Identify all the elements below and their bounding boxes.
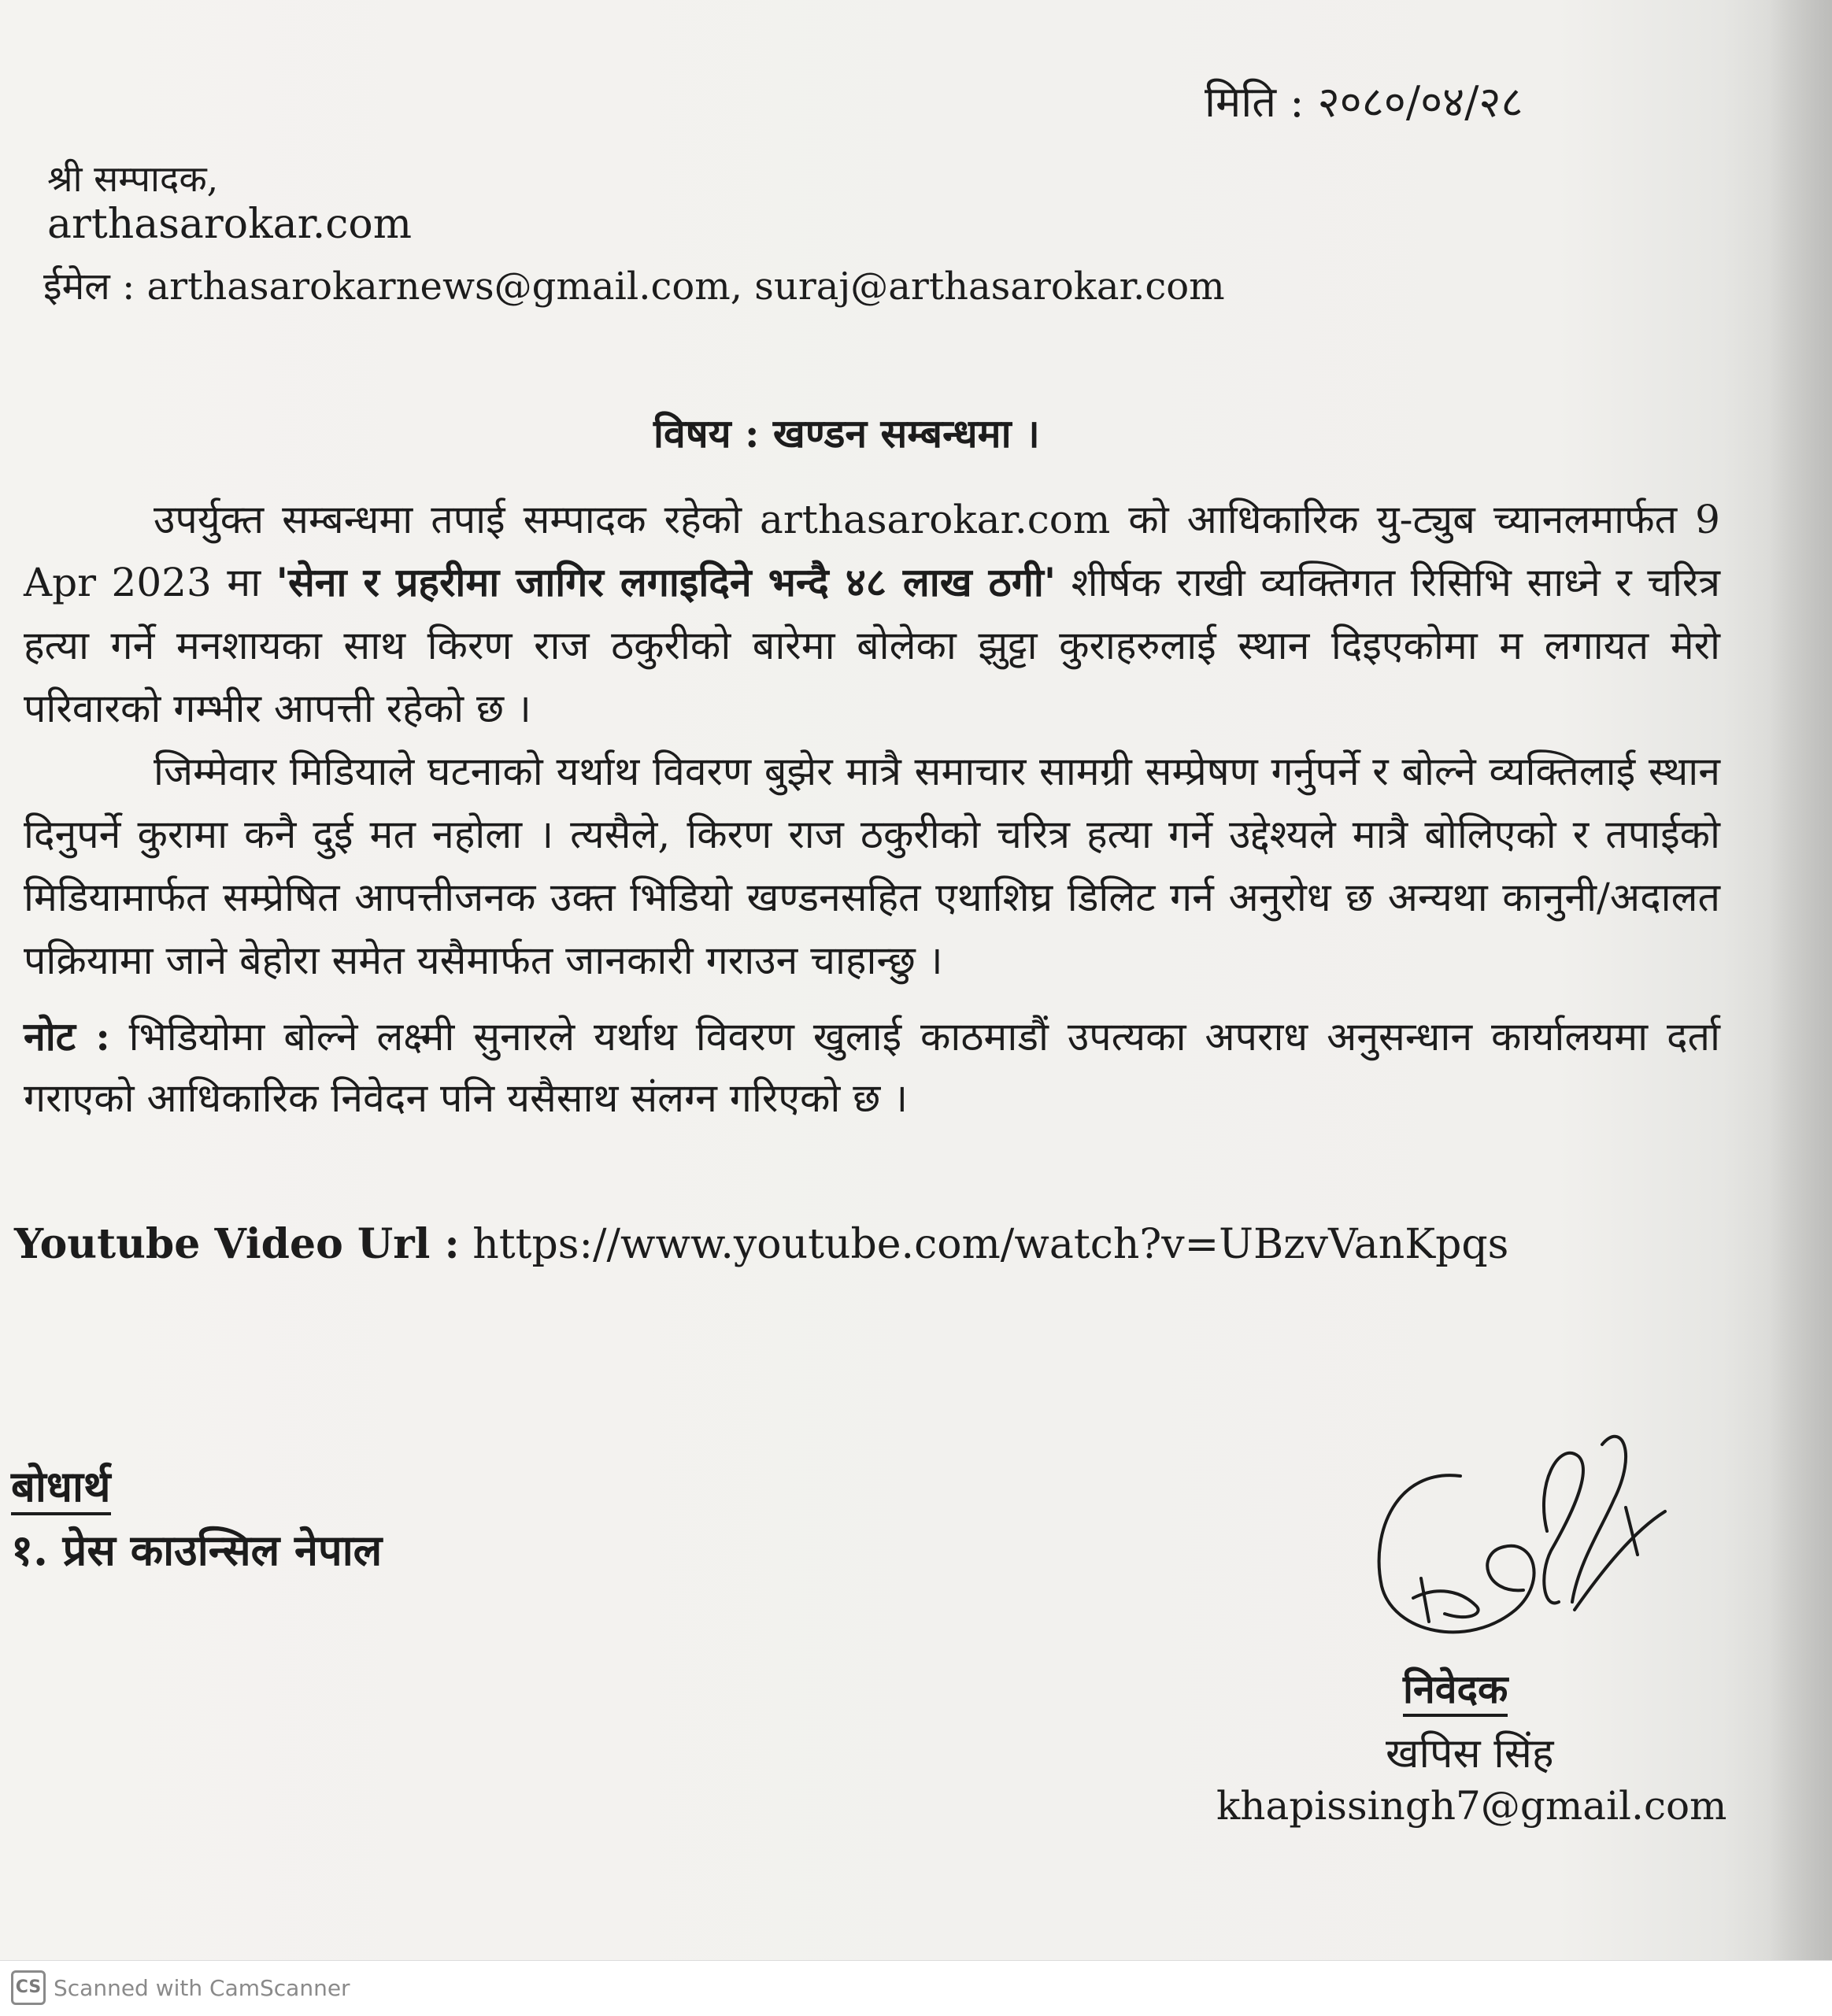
signatory-title: निवेदक	[1403, 1665, 1508, 1717]
camscanner-footer	[0, 1960, 1832, 2016]
paragraph-1-intro: उपर्युक्त सम्बन्धमा तपाई सम्पादक रहेको arthasarokar.com को आधिकारिक यु-ट्युब च्यानलमार्फत 9 Apr 2023 मा	[24, 497, 1720, 605]
note-text: भिडियोमा बोल्ने लक्ष्मी सुनारले यर्थाथ विवरण खुलाई काठमाडौं उपत्यका अपराध अनुसन्धान कार्यालयमा दर्ता गराएको आधिकारिक निवेदन पनि यसैसाथ संलग्न गरिएको छ ।	[24, 1014, 1720, 1121]
letter-subject: विषय : खण्डन सम्बन्धमा ।	[653, 410, 1040, 457]
recipient-salutation: श्री सम्पादक,	[47, 157, 219, 200]
letter-date: मिति : २०८०/०४/२८	[1205, 77, 1523, 127]
signatory-email: khapissingh7@gmail.com	[1216, 1783, 1727, 1829]
recipient-website: arthasarokar.com	[47, 201, 413, 248]
scan-shadow-edge	[1769, 0, 1832, 1960]
camscanner-logo-icon: CS	[11, 1970, 46, 2005]
video-title-quote: 'सेना र प्रहरीमा जागिर लगाइदिने भन्दै ४८ लाख ठगी'	[276, 559, 1057, 605]
camscanner-watermark-text: Scanned with CamScanner	[54, 1975, 350, 2001]
cc-label: बोधार्थ	[11, 1460, 111, 1515]
paragraph-1	[24, 488, 1720, 740]
recipient-email: ईमेल : arthasarokarnews@gmail.com, suraj@arthasarokar.com	[43, 264, 1225, 309]
youtube-url: https://www.youtube.com/watch?v=UBzvVanKpqs	[459, 1221, 1509, 1268]
paragraph-1-rest: शीर्षक राखी व्यक्तिगत रिसिभि साध्ने र चरित्र हत्या गर्ने मनशायका साथ किरण राज ठकुरीको बारेमा बोलेका झुट्टा कुराहरुलाई स्थान दिइएकोमा म लगायत मेरो परिवारको गम्भीर आपत्ती रहेको छ ।	[24, 560, 1720, 731]
cc-item-1: १. प्रेस काउन्सिल नेपाल	[11, 1525, 383, 1575]
letter-body	[24, 488, 1720, 1129]
note-paragraph	[24, 1006, 1720, 1129]
youtube-url-label: Youtube Video Url :	[14, 1220, 460, 1268]
note-label: नोट :	[24, 1013, 110, 1060]
signatory-name: खपिस सिंह	[1386, 1730, 1554, 1777]
paragraph-2: जिम्मेवार मिडियाले घटनाको यर्थाथ विवरण बुझेर मात्रै समाचार सामग्री सम्प्रेषण गर्नुपर्ने र बोल्ने व्यक्तिलाई स्थान दिनुपर्ने कुरामा कनै दुई मत नहोला । त्यसैले, किरण राज ठकुरीको चरित्र हत्या गर्ने उद्देश्यले मात्रै बोलिएको र तपाईको मिडियामार्फत सम्प्रेषित आपत्तीजनक उक्त भिडियो खण्डनसहित एथाशिघ्र डिलिट गर्न अनुरोध छ अन्यथा कानुनी/अदालत पक्रियामा जाने बेहोरा समेत यसैमार्फत जानकारी गराउन चाहान्छु ।	[24, 749, 1720, 983]
youtube-url-line	[14, 1220, 1508, 1268]
handwritten-signature	[1366, 1413, 1681, 1665]
